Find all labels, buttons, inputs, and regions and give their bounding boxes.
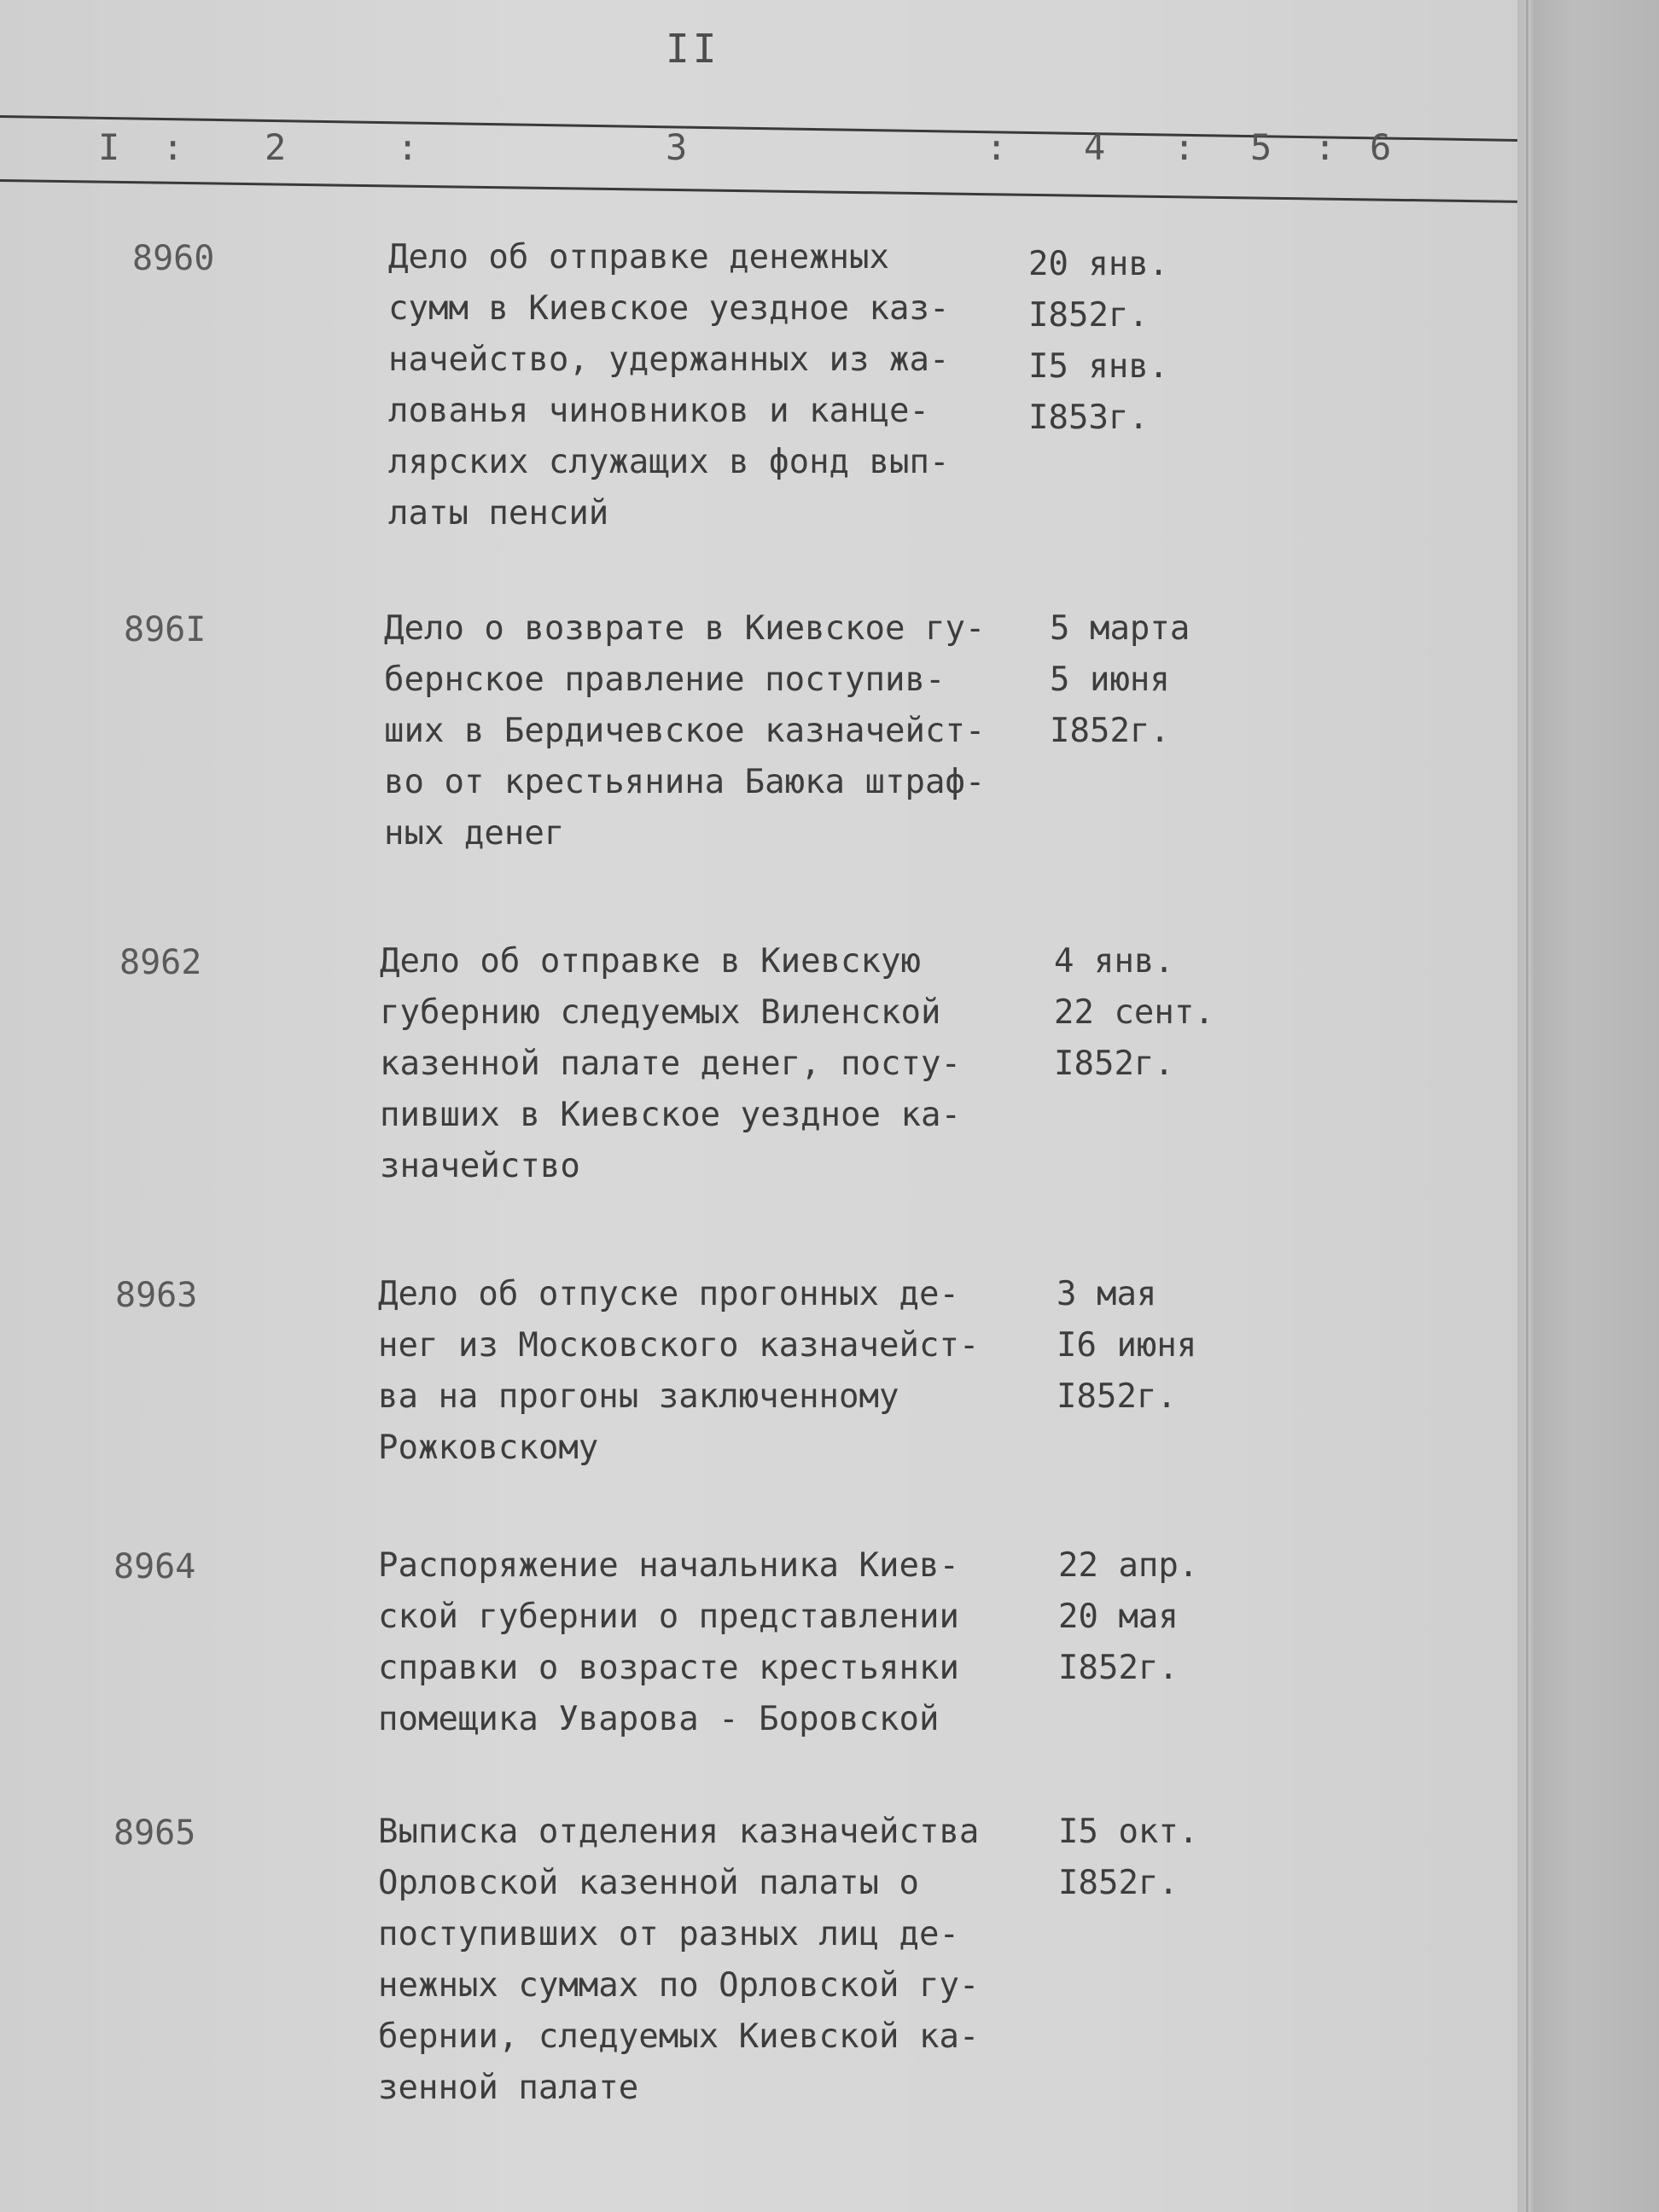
entry-description	[378, 1269, 979, 1474]
date-line: I852г.	[1054, 1045, 1174, 1083]
description-line: поступивших от разных лиц де-	[378, 1915, 959, 1953]
date-line: I852г.	[1057, 1377, 1177, 1416]
column-separator: :	[1173, 126, 1196, 168]
column-separator: :	[397, 126, 419, 168]
description-line: пивших в Киевское уездное ка-	[380, 1096, 961, 1134]
description-line: губернию следуемых Виленской	[380, 993, 941, 1032]
date-line: I852г.	[1028, 296, 1149, 335]
column-header-5: 5	[1250, 126, 1272, 168]
description-line: ской губернии о представлении	[378, 1598, 959, 1636]
description-line: Орловской казенной палаты о	[378, 1864, 919, 1902]
description-line: Дело об отправке в Киевскую	[380, 942, 921, 981]
date-line: I853г.	[1028, 399, 1149, 437]
date-line: 5 июня	[1050, 661, 1170, 699]
description-line: латы пенсий	[388, 494, 609, 533]
date-line: 20 янв.	[1028, 245, 1169, 283]
column-header-4: 4	[1084, 126, 1106, 168]
description-line: ва на прогоны заключенному	[378, 1377, 899, 1416]
column-header-3: 3	[666, 126, 688, 168]
description-line: Распоряжение начальника Киев-	[378, 1546, 959, 1585]
date-line: 3 мая	[1057, 1275, 1157, 1313]
entry-number: 8965	[114, 1813, 196, 1853]
date-line: I6 июня	[1057, 1326, 1197, 1365]
entry-number: 8960	[132, 239, 215, 278]
date-line: I852г.	[1058, 1649, 1179, 1687]
entry-dates	[1058, 1540, 1198, 1694]
description-line: бернии, следуемых Киевской ка-	[378, 2017, 980, 2056]
description-line: справки о возрасте крестьянки	[378, 1649, 959, 1687]
description-line: Рожковскому	[378, 1429, 599, 1467]
date-line: 20 мая	[1058, 1598, 1179, 1636]
entry-dates	[1057, 1269, 1196, 1423]
date-line: 22 сент.	[1054, 993, 1214, 1032]
page-number: II	[666, 26, 720, 72]
entry-description	[388, 232, 949, 539]
description-line: ших в Бердичевское казначейст-	[384, 712, 986, 750]
entry-dates	[1028, 239, 1168, 444]
date-line: 22 апр.	[1058, 1546, 1199, 1585]
description-line: ных денег	[384, 814, 565, 853]
description-line: лованья чиновников и канце-	[388, 392, 929, 430]
description-line: сумм в Киевское уездное каз-	[388, 289, 950, 328]
binding-edge	[1517, 0, 1659, 2212]
column-header-6: 6	[1370, 126, 1392, 168]
description-line: помещика Уварова - Боровской	[378, 1700, 940, 1738]
description-line: Выписка отделения казначейства	[378, 1813, 980, 1851]
entry-dates	[1058, 1807, 1198, 1909]
entry-number: 8962	[119, 943, 202, 982]
date-line: I5 окт.	[1058, 1813, 1199, 1851]
description-line: Дело об отправке денежных	[388, 238, 889, 276]
entry-description	[378, 1807, 979, 2114]
column-header-row	[0, 126, 1528, 178]
entry-number: 896I	[124, 610, 207, 649]
column-separator: :	[162, 126, 184, 168]
entry-dates	[1054, 936, 1214, 1090]
description-line: казенной палате денег, посту-	[380, 1045, 961, 1083]
entry-description	[378, 1540, 959, 1745]
description-line: лярских служащих в фонд вып-	[388, 443, 950, 481]
date-line: I852г.	[1050, 712, 1170, 750]
description-line: значейство	[380, 1147, 580, 1185]
column-separator: :	[986, 126, 1008, 168]
description-line: зенной палате	[378, 2069, 639, 2107]
entry-description	[384, 603, 985, 859]
description-line: начейство, удержанных из жа-	[388, 341, 950, 379]
description-line: во от крестьянина Баюка штраф-	[384, 763, 986, 801]
date-line: I852г.	[1058, 1864, 1179, 1902]
description-line: нег из Московского казначейст-	[378, 1326, 980, 1365]
date-line: 4 янв.	[1054, 942, 1174, 981]
column-header-2: 2	[265, 126, 287, 168]
column-header-1: I	[98, 126, 120, 168]
description-line: нежных суммах по Орловской гу-	[378, 1966, 980, 2005]
entry-number: 8963	[115, 1276, 198, 1315]
description-line: Дело о возврате в Киевское гу-	[384, 609, 986, 648]
date-line: I5 янв.	[1028, 347, 1169, 386]
description-line: Дело об отпуске прогонных де-	[378, 1275, 959, 1313]
entry-number: 8964	[114, 1547, 196, 1586]
date-line: 5 марта	[1050, 609, 1190, 648]
entry-description	[380, 936, 961, 1192]
entry-dates	[1050, 603, 1190, 757]
header-bottom-rule	[0, 179, 1528, 203]
column-separator: :	[1314, 126, 1336, 168]
description-line: бернское правление поступив-	[384, 661, 946, 699]
